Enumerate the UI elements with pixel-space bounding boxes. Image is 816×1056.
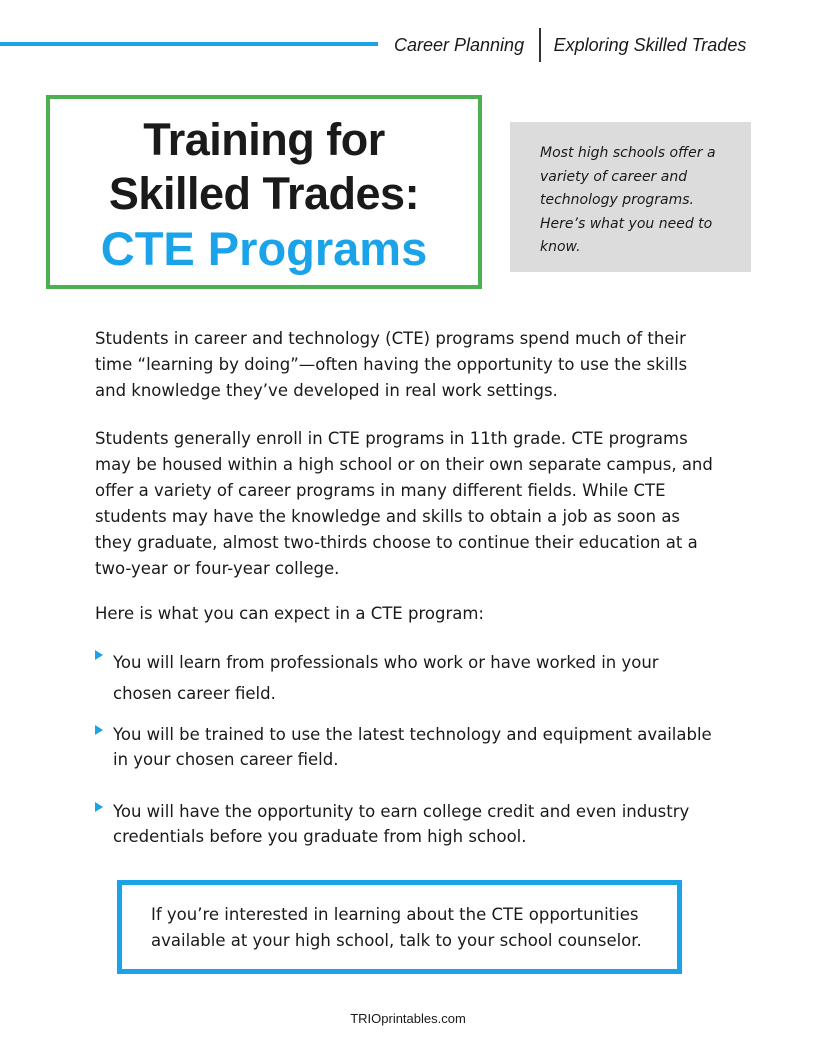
bullet-triangle-icon xyxy=(95,802,103,812)
body-paragraph-2: Students generally enroll in CTE programs in 11th grade. CTE programs may be housed within a high school or on their own separate campus, and offer a variety of career programs in many different fields. While CTE students may have the knowledge and skills to obtain a job as soon as they graduate, almost two-thirds choose to continue their education at a two-year or four-year college. xyxy=(95,429,713,578)
breadcrumb xyxy=(394,28,746,62)
footer-url: TRIOprintables.com xyxy=(350,1011,466,1026)
body-paragraph-1: Students in career and technology (CTE) programs spend much of their time “learning by doing”—often having the opportunity to use the skills and knowledge they’ve developed in real work settings. xyxy=(95,329,688,400)
list-item xyxy=(95,799,715,849)
callout-box: If you’re interested in learning about the CTE opportunities available at your high school, talk to your school counselor. xyxy=(117,880,682,974)
page-title-accent: CTE Programs xyxy=(100,222,428,275)
breadcrumb-divider xyxy=(539,28,541,62)
list-item xyxy=(95,722,715,772)
bullet-triangle-icon xyxy=(95,725,103,735)
page-title-line2: Skilled Trades: xyxy=(108,168,420,219)
body-paragraph-3: Here is what you can expect in a CTE program: xyxy=(95,604,484,623)
intro-box: Most high schools offer a variety of career and technology programs. Here’s what you need to know. xyxy=(510,122,751,272)
list-item xyxy=(95,647,715,709)
list-item-text: You will be trained to use the latest technology and equipment available in your chosen career field. xyxy=(113,725,712,769)
page-title-line1: Training for xyxy=(143,114,385,165)
list-item-text: You will learn from professionals who work or have worked in your chosen career field. xyxy=(113,653,659,703)
breadcrumb-skilled-trades: Exploring Skilled Trades xyxy=(553,34,747,55)
breadcrumb-career-planning: Career Planning xyxy=(394,34,525,55)
header-rule xyxy=(0,42,378,46)
list-item-text: You will have the opportunity to earn college credit and even industry credentials before you graduate from high school. xyxy=(113,802,690,846)
bullet-triangle-icon xyxy=(95,650,103,660)
title-box xyxy=(46,95,482,289)
